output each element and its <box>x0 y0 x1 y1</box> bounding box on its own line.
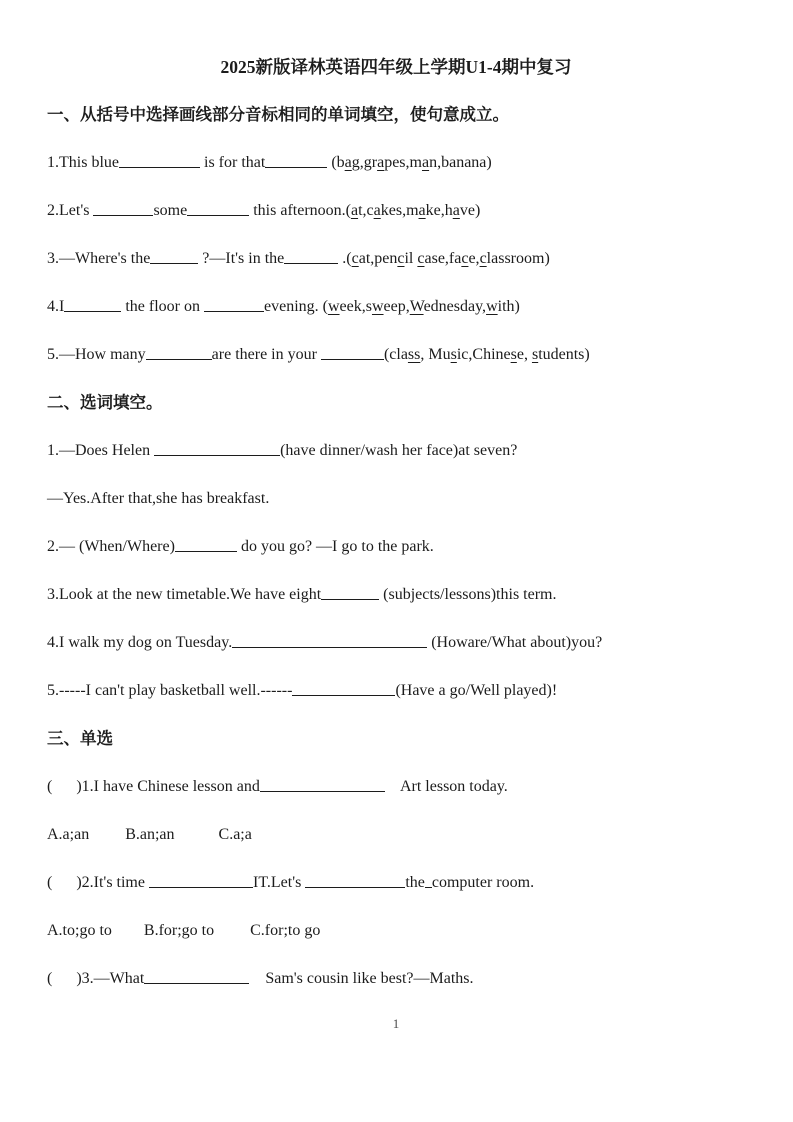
text-line: —Yes.After that,she has breakfast. <box>47 490 270 507</box>
underlined-letter: ss <box>407 346 421 363</box>
underlined-letter: w <box>327 298 340 315</box>
text-line: 2.— (When/Where) do you go? —I go to the park. <box>47 538 434 555</box>
answer-blank <box>146 357 212 360</box>
text-line: 4.I the floor on evening. (week,sweep,Wednesday,with) <box>47 298 520 315</box>
answer-blank <box>93 213 153 216</box>
answer-blank <box>232 645 427 648</box>
underlined-letter: c <box>397 250 405 267</box>
answer-blank <box>284 261 338 264</box>
text-line: 5.—How many are there in your (class, Music,Chinese, students) <box>47 346 590 363</box>
underlined-letter: s <box>531 346 539 363</box>
text-line: A.to;go to B.for;go to C.for;to go <box>47 922 321 939</box>
underlined-letter: c <box>351 250 359 267</box>
underlined-letter: c <box>461 250 469 267</box>
answer-blank <box>321 357 384 360</box>
answer-blank <box>321 597 379 600</box>
document-title: 2025新版译林英语四年级上学期U1-4期中复习 <box>220 57 572 77</box>
underlined-letter: a <box>452 202 460 219</box>
text-line: ( )3.—What Sam's cousin like best?—Maths. <box>47 970 474 987</box>
underlined-letter: a <box>350 202 359 219</box>
answer-blank <box>144 981 249 984</box>
answer-blank <box>150 261 198 264</box>
underlined-letter: c <box>417 250 425 267</box>
text-line: A.a;an B.an;an C.a;a <box>47 826 252 843</box>
underlined-letter: a <box>418 202 426 219</box>
text-line: 3.—Where's the ?—It's in the .(cat,pencil case,face,classroom) <box>47 250 550 267</box>
underlined-letter: a <box>377 154 385 171</box>
answer-blank <box>204 309 264 312</box>
text-line: 5.-----I can't play basketball well.------ (Have a go/Well played)! <box>47 682 558 699</box>
underlined-letter: a <box>373 202 381 219</box>
text-line: 1.This blue is for that (bag,grapes,man,banana) <box>47 154 492 171</box>
answer-blank <box>119 165 200 168</box>
underlined-letter: w <box>371 298 384 315</box>
text-line: 2.Let's some this afternoon.(at,cakes,make,have) <box>47 202 481 219</box>
text-line: 3.Look at the new timetable.We have eight (subjects/lessons)this term. <box>47 586 557 603</box>
answer-blank <box>260 789 385 792</box>
underlined-letter: a <box>344 154 352 171</box>
underlined-letter: c <box>479 250 487 267</box>
answer-blank <box>154 453 280 456</box>
answer-blank <box>187 213 249 216</box>
answer-blank <box>292 693 395 696</box>
underlined-letter: W <box>409 298 424 315</box>
answer-blank <box>149 885 253 888</box>
underlined-letter: s <box>450 346 457 363</box>
underlined-letter: a <box>421 154 430 171</box>
document-body <box>47 104 745 990</box>
section-heading: 三、单选 <box>47 729 113 748</box>
section-heading: 一、从括号中选择画线部分音标相同的单词填空，使句意成立。 <box>47 105 509 124</box>
text-line: 4.I walk my dog on Tuesday. (Howare/What about)you? <box>47 634 603 651</box>
answer-blank <box>305 885 405 888</box>
answer-blank <box>175 549 237 552</box>
text-line: 1.—Does Helen (have dinner/wash her face)at seven? <box>47 442 518 459</box>
underlined-letter: w <box>486 298 498 315</box>
section-heading: 二、选词填空。 <box>47 393 163 412</box>
text-line: ( )1.I have Chinese lesson and Art lesson today. <box>47 778 508 795</box>
page-number: 1 <box>392 1016 400 1031</box>
text-line: ( )2.It's time IT.Let's the computer room. <box>47 874 535 891</box>
underlined-letter: s <box>510 346 517 363</box>
answer-blank <box>425 885 432 888</box>
answer-blank <box>265 165 327 168</box>
answer-blank <box>64 309 121 312</box>
